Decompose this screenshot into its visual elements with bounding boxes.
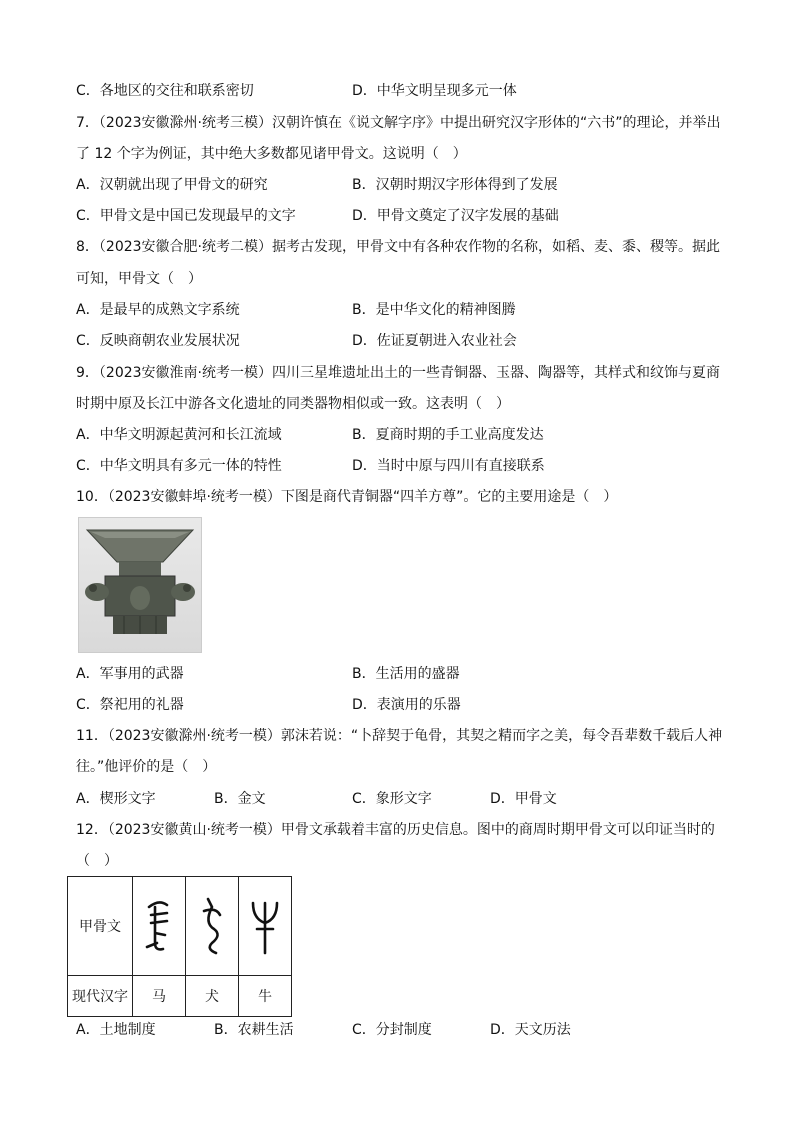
q10-option-c: C．祭祀用的礼器 — [76, 697, 184, 713]
oracle-row-header: 甲骨文 — [68, 877, 133, 976]
q10-option-b: B．生活用的盛器 — [352, 666, 460, 682]
bronze-vessel-photo — [78, 517, 202, 653]
q8-stem-line1: 8．（2023安徽合肥·统考二模）据考古发现，甲骨文中有各种农作物的名称，如稻、麦、黍、稷等。据此 — [76, 239, 720, 255]
q6-option-d: D．中华文明呈现多元一体 — [352, 83, 517, 99]
q10-stem-line1: 10．（2023安徽蚌埠·统考一模）下图是商代青铜器“四羊方尊”。它的主要用途是（ ） — [76, 489, 618, 505]
q9-option-c: C．中华文明具有多元一体的特性 — [76, 458, 282, 474]
ox-oracle-icon — [239, 877, 291, 971]
q12-stem-line2: （ ） — [76, 853, 118, 869]
q12-stem-line1: 12．（2023安徽黄山·统考一模）甲骨文承载着丰富的历史信息。图中的商周时期甲骨文可以印证当时的 — [76, 822, 715, 838]
q7-option-a: A．汉朝就出现了甲骨文的研究 — [76, 177, 268, 193]
q9-option-b: B．夏商时期的手工业高度发达 — [352, 427, 544, 443]
q9-stem-line1: 9．（2023安徽淮南·统考一模）四川三星堆遗址出土的一些青铜器、玉器、陶器等，其样式和纹饰与夏商 — [76, 365, 720, 381]
q8-option-b: B．是中华文化的精神图腾 — [352, 302, 516, 318]
oracle-glyph-horse — [133, 877, 186, 976]
q11-option-d: D．甲骨文 — [490, 791, 557, 807]
q12-option-b: B．农耕生活 — [214, 1022, 294, 1038]
modern-char-ox: 牛 — [239, 976, 292, 1017]
q11-option-b: B．金文 — [214, 791, 266, 807]
modern-char-horse: 马 — [133, 976, 186, 1017]
q8-stem-line2: 可知，甲骨文（ ） — [76, 271, 202, 287]
q11-stem-line1: 11．（2023安徽滁州·统考一模）郭沫若说：“卜辞契于龟骨，其契之精而字之美，每令吾辈数千载后人神 — [76, 728, 723, 744]
q9-stem-line2: 时期中原及长江中游各文化遗址的同类器物相似或一致。这表明（ ） — [76, 396, 510, 412]
q7-option-c: C．甲骨文是中国已发现最早的文字 — [76, 208, 296, 224]
q12-option-a: A．土地制度 — [76, 1022, 156, 1038]
q12-option-c: C．分封制度 — [352, 1022, 432, 1038]
q8-option-a: A．是最早的成熟文字系统 — [76, 302, 240, 318]
q11-stem-line2: 往。”他评价的是（ ） — [76, 759, 217, 775]
dog-oracle-icon — [186, 877, 238, 971]
modern-row-header: 现代汉字 — [68, 976, 133, 1017]
q10-option-a: A．军事用的武器 — [76, 666, 184, 682]
modern-char-dog: 犬 — [186, 976, 239, 1017]
q8-option-d: D．佐证夏朝进入农业社会 — [352, 333, 517, 349]
q12-option-d: D．天文历法 — [490, 1022, 571, 1038]
oracle-glyph-dog — [186, 877, 239, 976]
q9-option-d: D．当时中原与四川有直接联系 — [352, 458, 545, 474]
q11-option-a: A．楔形文字 — [76, 791, 156, 807]
q7-stem-line2: 了 12 个字为例证，其中绝大多数都见诸甲骨文。这说明（ ） — [76, 146, 467, 162]
q6-option-c: C．各地区的交往和联系密切 — [76, 83, 254, 99]
oracle-glyph-ox — [239, 877, 292, 976]
q7-option-d: D．甲骨文奠定了汉字发展的基础 — [352, 208, 559, 224]
oracle-row — [68, 877, 292, 976]
q8-option-c: C．反映商朝农业发展状况 — [76, 333, 240, 349]
oracle-bone-table — [67, 876, 292, 1017]
q7-option-b: B．汉朝时期汉字形体得到了发展 — [352, 177, 558, 193]
horse-oracle-icon — [133, 877, 185, 971]
q9-option-a: A．中华文明源起黄河和长江流域 — [76, 427, 282, 443]
four-ram-square-zun-image — [79, 518, 201, 652]
modern-row — [68, 976, 292, 1017]
q11-option-c: C．象形文字 — [352, 791, 432, 807]
q10-option-d: D．表演用的乐器 — [352, 697, 461, 713]
q7-stem-line1: 7．（2023安徽滁州·统考三模）汉朝许慎在《说文解字序》中提出研究汉字形体的“六书”的理论，并举出 — [76, 115, 721, 131]
